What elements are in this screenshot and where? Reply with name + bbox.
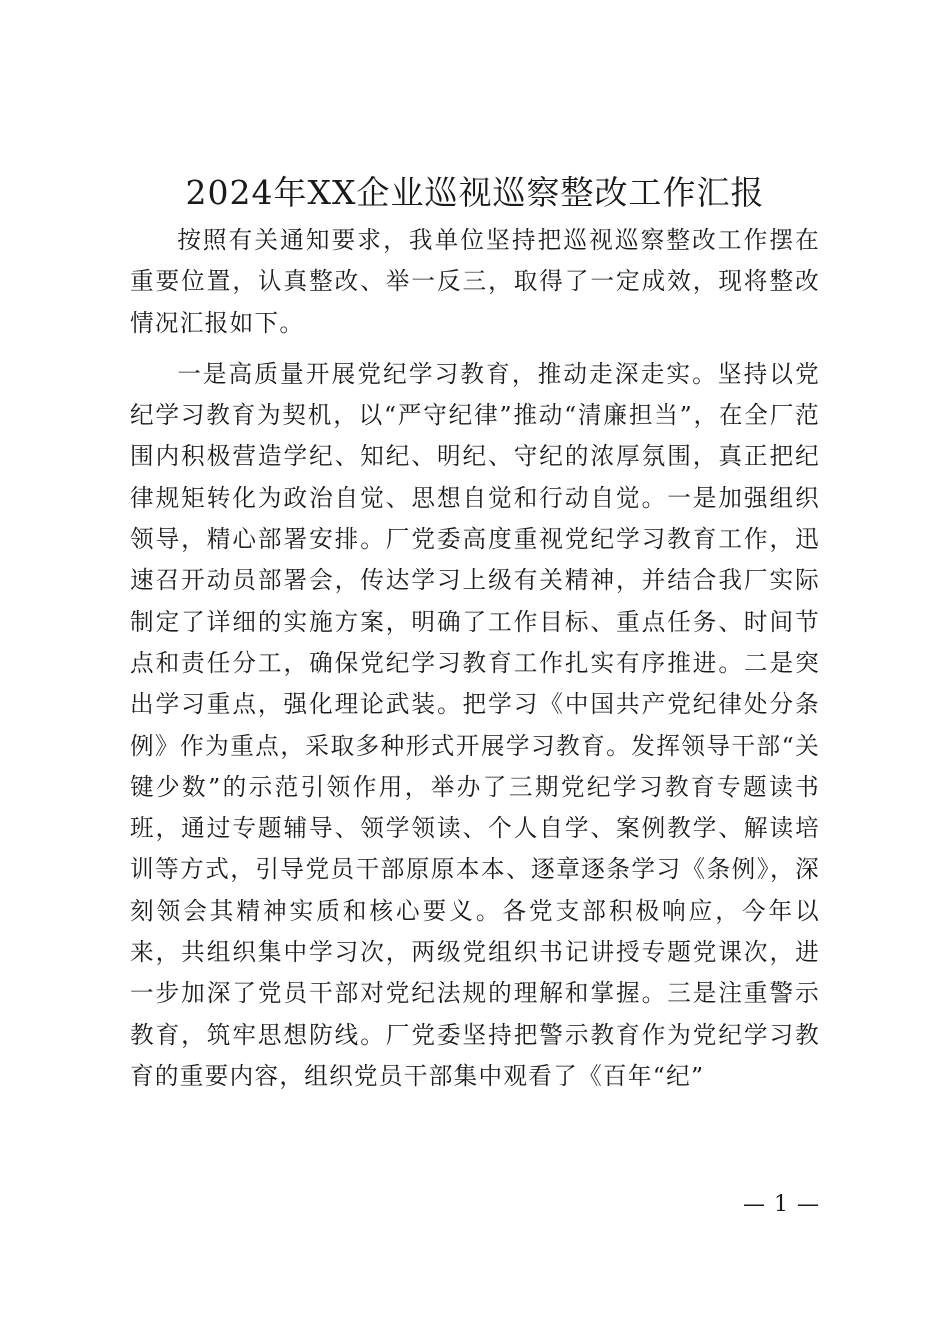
document-title: 2024年XX企业巡视巡察整改工作汇报 xyxy=(185,173,765,212)
document-body xyxy=(130,220,820,1097)
page-number: — 1 — xyxy=(743,1192,820,1217)
intro-paragraph: 按照有关通知要求，我单位坚持把巡视巡察整改工作摆在重要位置，认真整改、举一反三，取得了一定成效，现将整改情况汇报如下。 xyxy=(130,226,820,337)
section-one-paragraph: 一是高质量开展党纪学习教育，推动走深走实。坚持以党纪学习教育为契机，以“严守纪律”推动“清廉担当”，在全厂范围内积极营造学纪、知纪、明纪、守纪的浓厚氛围，真正把纪律规矩转化为政治自觉、思想自觉和行动自觉。一是加强组织领导，精心部署安排。厂党委高度重视党纪学习教育工作，迅速召开动员部署会，传达学习上级有关精神，并结合我厂实际制定了详细的实施方案，明确了工作目标、重点任务、时间节点和责任分工，确保党纪学习教育工作扎实有序推进。二是突出学习重点，强化理论武装。把学习《中国共产党纪律处分条例》作为重点，采取多种形式开展学习教育。发挥领导干部“关键少数”的示范引领作用，举办了三期党纪学习教育专题读书班，通过专题辅导、领学领读、个人自学、案例教学、解读培训等方式，引导党员干部原原本本、逐章逐条学习《条例》，深刻领会其精神实质和核心要义。各党支部积极响应，今年以来，共组织集中学习次，两级党组织书记讲授专题党课次，进一步加深了党员干部对党纪法规的理解和掌握。三是注重警示教育，筑牢思想防线。厂党委坚持把警示教育作为党纪学习教育的重要内容，组织党员干部集中观看了《百年“纪” xyxy=(130,359,820,1090)
